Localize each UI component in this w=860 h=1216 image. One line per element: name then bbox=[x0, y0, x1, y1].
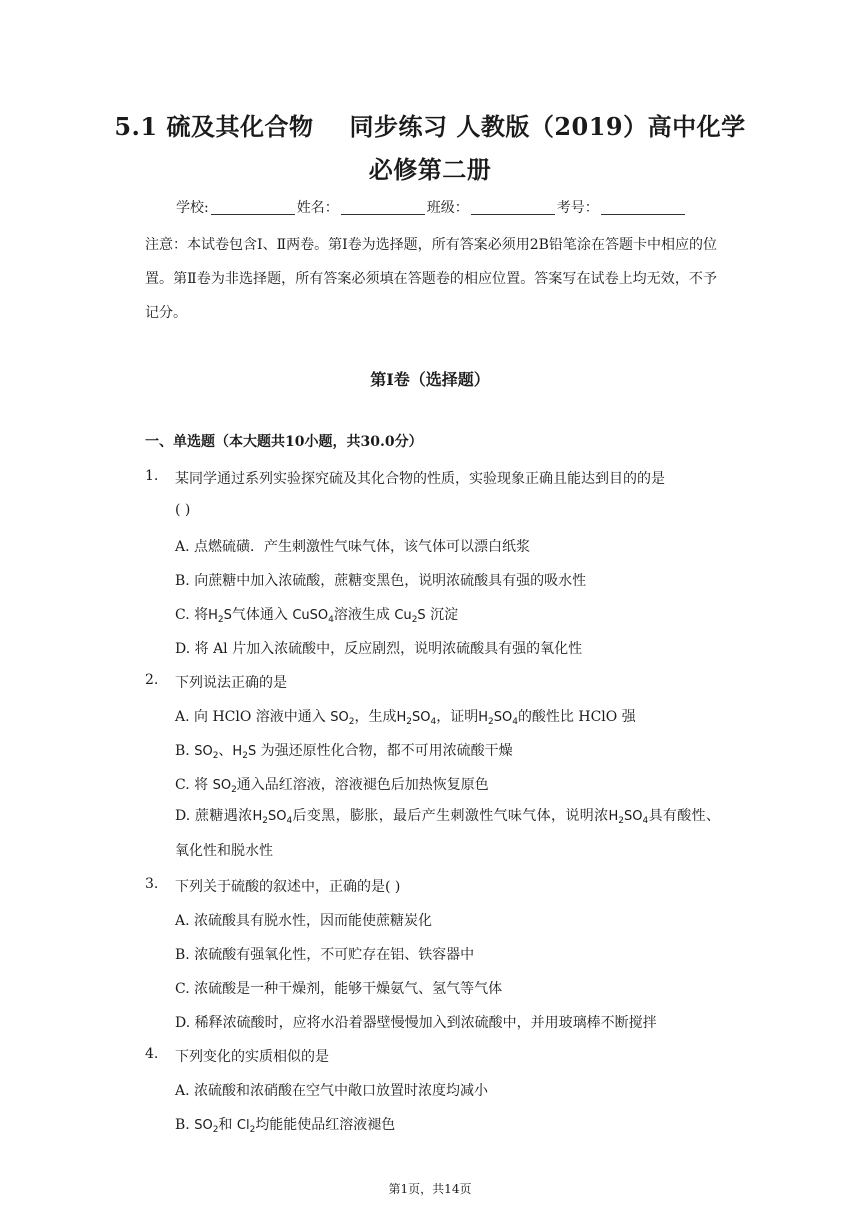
document-title-line2: 必修第二册 bbox=[368, 155, 492, 184]
document-title-line1 bbox=[0, 107, 860, 142]
school-label: 学校: bbox=[176, 200, 209, 216]
question-stem: 某同学通过系列实验探究硫及其化合物的性质，实验现象正确且能达到目的的是 bbox=[175, 471, 665, 487]
question-number: 1. bbox=[145, 468, 159, 484]
question-number: 4. bbox=[145, 1046, 159, 1062]
question-1-paren: ( ) bbox=[175, 502, 191, 518]
title-part-b: 同步练习 人教版（2019）高中化学 bbox=[349, 112, 746, 141]
q3-option-c[interactable]: C. 浓硫酸是一种干燥剂，能够干燥氨气、氢气等气体 bbox=[175, 981, 503, 997]
exam-no-label: 考号： bbox=[556, 200, 599, 216]
formula-h2s: $H_2S$ bbox=[208, 608, 232, 625]
q1-option-c[interactable]: C. 将$H_2S$气体通入 CuSO$_4$溶液生成 $Cu_2S$ 沉淀 bbox=[175, 607, 459, 625]
q1-option-d[interactable]: D. 将 Al 片加入浓硫酸中，反应剧烈，说明浓硫酸具有强的氧化性 bbox=[175, 641, 583, 657]
q1-option-a[interactable]: A. 点燃硫磺．产生刺激性气味气体，该气体可以漂白纸浆 bbox=[175, 539, 531, 555]
q4-option-b[interactable]: B. $SO_2$和 $Cl_2$均能能使品红溶液褪色 bbox=[175, 1117, 396, 1135]
school-blank[interactable] bbox=[211, 200, 295, 215]
student-info-line bbox=[176, 197, 687, 217]
q3-option-d[interactable]: D. 稀释浓硫酸时，应将水沿着器壁慢慢加入到浓硫酸中，并用玻璃棒不断搅拌 bbox=[175, 1015, 657, 1031]
q2-option-d[interactable]: D. 蔗糖遇浓$H_2SO_4$后变黑，膨胀，最后产生刺激性气味气体，说明浓$H_2SO_4$具有酸性、氧化性和脱水性 bbox=[175, 808, 721, 859]
q3-option-a[interactable]: A. 浓硫酸具有脱水性，因而能使蔗糖炭化 bbox=[175, 913, 433, 929]
q4-option-a[interactable]: A. 浓硫酸和浓硝酸在空气中敞口放置时浓度均减小 bbox=[175, 1083, 489, 1099]
q2-option-c[interactable]: C. 将 $SO_2$通入品红溶液，溶液褪色后加热恢复原色 bbox=[175, 777, 489, 795]
question-number: 3. bbox=[145, 876, 159, 892]
question-stem: 下列关于硫酸的叙述中，正确的是( ) bbox=[175, 879, 401, 895]
q2-option-b[interactable]: B. $SO_2$、$H_2S$ 为强还原性化合物，都不可用浓硫酸干燥 bbox=[175, 743, 513, 761]
class-label: 班级： bbox=[426, 200, 469, 216]
exam-no-blank[interactable] bbox=[601, 200, 685, 215]
part-heading: 一、单选题（本大题共10小题，共30.0分） bbox=[145, 434, 423, 450]
class-blank[interactable] bbox=[471, 200, 555, 215]
title-part-a: 5.1 硫及其化合物 bbox=[114, 112, 314, 141]
exam-notice: 注意：本试卷包含Ⅰ、Ⅱ两卷。第Ⅰ卷为选择题，所有答案必须用2B铅笔涂在答题卡中相应的位置。第Ⅱ卷为非选择题，所有答案必须填在答题卷的相应位置。答案写在试卷上均无效，不予记分。 bbox=[145, 237, 717, 321]
section-heading: 第Ⅰ卷（选择题） bbox=[370, 370, 490, 389]
formula-cu2s: $Cu_2S$ bbox=[394, 608, 426, 625]
q3-option-b[interactable]: B. 浓硫酸有强氧化性，不可贮存在铝、铁容器中 bbox=[175, 947, 475, 963]
formula-cuso4: CuSO$_4$ bbox=[292, 608, 334, 625]
q2-option-a[interactable]: A. 向 HClO 溶液中通入 $SO_2$，生成$H_2SO_4$，证明$H_2SO_4$的酸性比 HClO 强 bbox=[175, 709, 636, 727]
name-blank[interactable] bbox=[341, 200, 425, 215]
q1-option-b[interactable]: B. 向蔗糖中加入浓硫酸，蔗糖变黑色，说明浓硫酸具有强的吸水性 bbox=[175, 573, 587, 589]
page-footer: 第1页，共14页 bbox=[388, 1182, 472, 1196]
question-stem: 下列说法正确的是 bbox=[175, 675, 287, 691]
name-label: 姓名： bbox=[296, 200, 339, 216]
question-number: 2. bbox=[145, 672, 159, 688]
question-stem: 下列变化的实质相似的是 bbox=[175, 1049, 329, 1065]
